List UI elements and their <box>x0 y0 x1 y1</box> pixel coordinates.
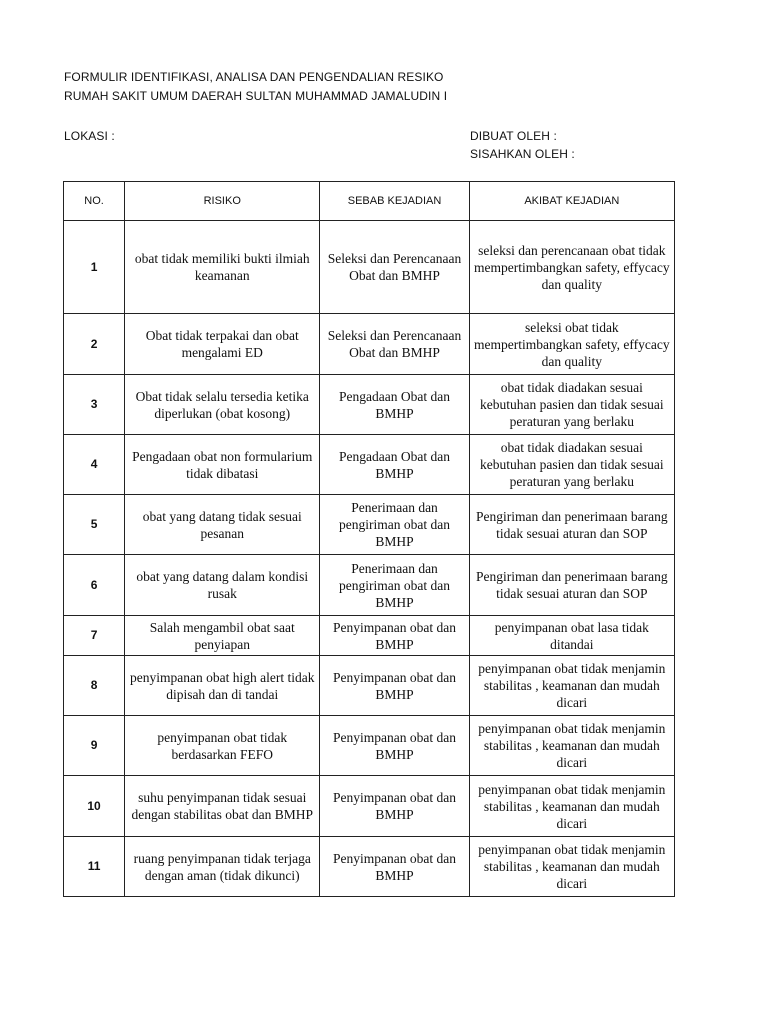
cell-risiko: Obat tidak selalu tersedia ketika diperlukan (obat kosong) <box>125 375 320 435</box>
cell-no: 6 <box>64 555 125 616</box>
cell-akibat: obat tidak diadakan sesuai kebutuhan pasien dan tidak sesuai peraturan yang berlaku <box>469 375 674 435</box>
cell-sebab: Penyimpanan obat dan BMHP <box>320 776 469 837</box>
cell-risiko: Salah mengambil obat saat penyiapan <box>125 616 320 656</box>
cell-akibat: seleksi obat tidak mempertimbangkan safety, effycacy dan quality <box>469 314 674 375</box>
cell-sebab: Penyimpanan obat dan BMHP <box>320 837 469 897</box>
cell-sebab: Penyimpanan obat dan BMHP <box>320 656 469 716</box>
cell-no: 1 <box>64 221 125 314</box>
cell-risiko: ruang penyimpanan tidak terjaga dengan aman (tidak dikunci) <box>125 837 320 897</box>
cell-no: 10 <box>64 776 125 837</box>
cell-sebab: Pengadaan Obat dan BMHP <box>320 435 469 495</box>
cell-risiko: obat yang datang dalam kondisi rusak <box>125 555 320 616</box>
dibuat-oleh-label: DIBUAT OLEH : <box>470 129 557 143</box>
table-row <box>64 555 675 616</box>
cell-sebab: Seleksi dan Perencanaan Obat dan BMHP <box>320 314 469 375</box>
cell-akibat: seleksi dan perencanaan obat tidak mempertimbangkan safety, effycacy dan quality <box>469 221 674 314</box>
table-row <box>64 375 675 435</box>
cell-no: 9 <box>64 716 125 776</box>
table-row <box>64 314 675 375</box>
cell-sebab: Penyimpanan obat dan BMHP <box>320 616 469 656</box>
cell-sebab: Penerimaan dan pengiriman obat dan BMHP <box>320 555 469 616</box>
table-row <box>64 495 675 555</box>
cell-sebab: Seleksi dan Perencanaan Obat dan BMHP <box>320 221 469 314</box>
column-header-akibat: AKIBAT KEJADIAN <box>469 182 674 221</box>
column-header-no: NO. <box>64 182 125 221</box>
cell-risiko: obat yang datang tidak sesuai pesanan <box>125 495 320 555</box>
cell-no: 8 <box>64 656 125 716</box>
cell-akibat: Pengiriman dan penerimaan barang tidak sesuai aturan dan SOP <box>469 555 674 616</box>
cell-akibat: penyimpanan obat tidak menjamin stabilitas , keamanan dan mudah dicari <box>469 656 674 716</box>
cell-akibat: penyimpanan obat tidak menjamin stabilitas , keamanan dan mudah dicari <box>469 837 674 897</box>
cell-sebab: Penyimpanan obat dan BMHP <box>320 716 469 776</box>
cell-risiko: obat tidak memiliki bukti ilmiah keamanan <box>125 221 320 314</box>
column-header-sebab: SEBAB KEJADIAN <box>320 182 469 221</box>
table-row <box>64 435 675 495</box>
cell-akibat: penyimpanan obat tidak menjamin stabilitas , keamanan dan mudah dicari <box>469 776 674 837</box>
cell-risiko: penyimpanan obat high alert tidak dipisah dan di tandai <box>125 656 320 716</box>
table-row <box>64 716 675 776</box>
cell-no: 7 <box>64 616 125 656</box>
cell-no: 2 <box>64 314 125 375</box>
table-row <box>64 776 675 837</box>
cell-akibat: penyimpanan obat lasa tidak ditandai <box>469 616 674 656</box>
cell-risiko: suhu penyimpanan tidak sesuai dengan stabilitas obat dan BMHP <box>125 776 320 837</box>
hospital-name: RUMAH SAKIT UMUM DAERAH SULTAN MUHAMMAD JAMALUDIN I <box>64 89 448 103</box>
cell-akibat: obat tidak diadakan sesuai kebutuhan pasien dan tidak sesuai peraturan yang berlaku <box>469 435 674 495</box>
table-header-row <box>64 182 675 221</box>
lokasi-label: LOKASI : <box>64 129 115 143</box>
table-row <box>64 656 675 716</box>
cell-risiko: Pengadaan obat non formularium tidak dibatasi <box>125 435 320 495</box>
cell-no: 11 <box>64 837 125 897</box>
table-row <box>64 616 675 656</box>
cell-no: 5 <box>64 495 125 555</box>
risk-table <box>63 181 675 897</box>
cell-risiko: Obat tidak terpakai dan obat mengalami ED <box>125 314 320 375</box>
cell-sebab: Penerimaan dan pengiriman obat dan BMHP <box>320 495 469 555</box>
table-row <box>64 837 675 897</box>
table-row <box>64 221 675 314</box>
cell-no: 3 <box>64 375 125 435</box>
cell-risiko: penyimpanan obat tidak berdasarkan FEFO <box>125 716 320 776</box>
cell-no: 4 <box>64 435 125 495</box>
sisahkan-oleh-label: SISAHKAN OLEH : <box>470 147 575 161</box>
form-title: FORMULIR IDENTIFIKASI, ANALISA DAN PENGENDALIAN RESIKO <box>64 70 444 84</box>
cell-akibat: penyimpanan obat tidak menjamin stabilitas , keamanan dan mudah dicari <box>469 716 674 776</box>
cell-akibat: Pengiriman dan penerimaan barang tidak sesuai aturan dan SOP <box>469 495 674 555</box>
column-header-risiko: RISIKO <box>125 182 320 221</box>
cell-sebab: Pengadaan Obat dan BMHP <box>320 375 469 435</box>
